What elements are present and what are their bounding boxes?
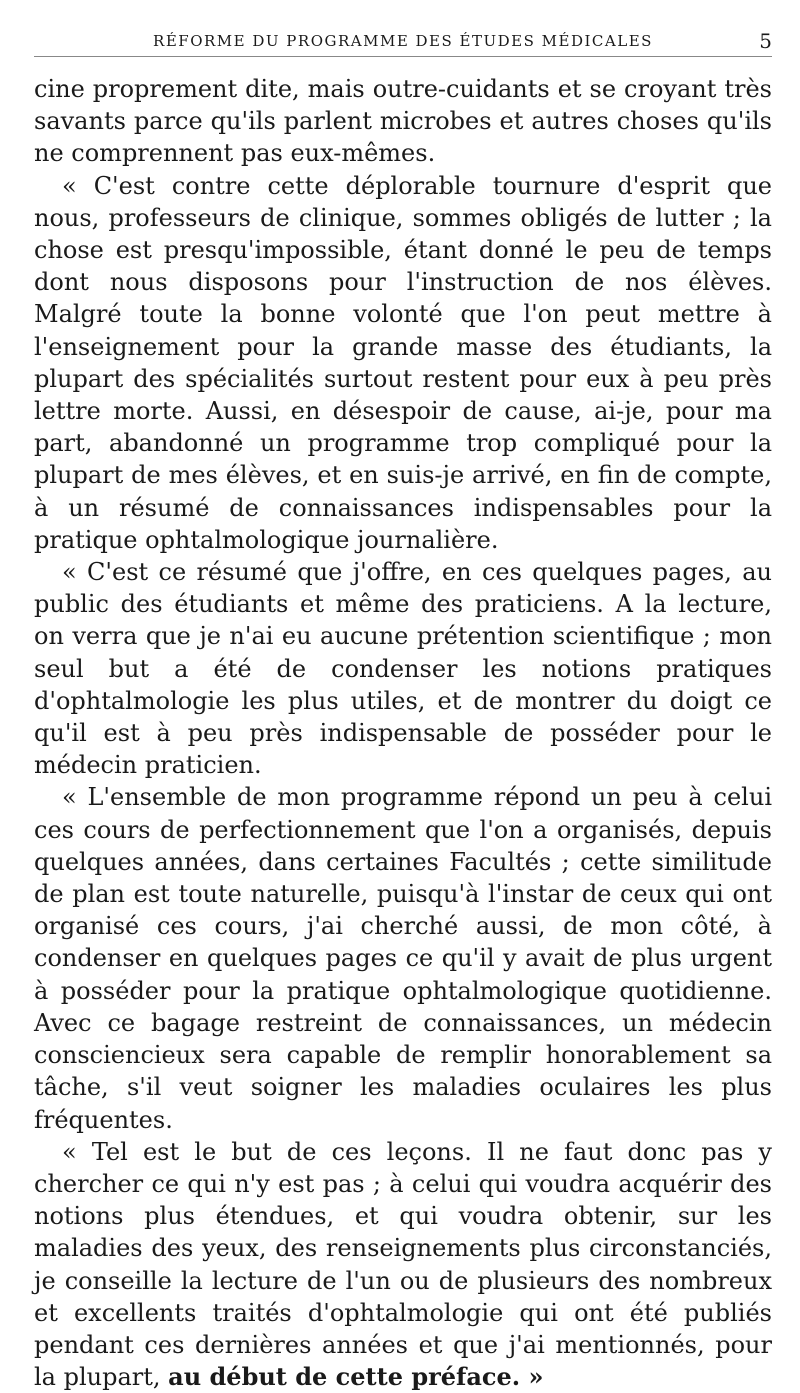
paragraph-text: « C'est contre cette déplorable tournure d'esprit que nous, professeurs de clinique, sommes obligés de lutter ; la chose est presqu'impossible, étant donné le peu de temps dont nous disposons pour l'instruction de nos élèves. Malgré toute la bonne volonté que l'on peut mettre à l'enseignement pour la grande masse des étudiants, la plupart des spécialités surtout restent pour eux à peu près lettre morte. Aussi, en désespoir de cause, ai-je, pour ma part, abandonné un programme trop compliqué pour la plupart de mes élèves, et en suis-je arrivé, en fin de compte, à un résumé de connaissances indispensables pour la pratique ophtalmologique journalière. [34,171,772,554]
body-text [34,73,772,1393]
paragraph-text: cine proprement dite, mais outre-cuidants et se croyant très savants parce qu'ils parlent microbes et autres choses qu'ils ne comprennent pas eux-mêmes. [34,75,772,168]
paragraph [34,170,772,556]
running-title: RÉFORME DU PROGRAMME DES ÉTUDES MÉDICALES [153,32,653,50]
paragraph [34,73,772,170]
paragraph [34,781,772,1135]
paragraph [34,556,772,781]
closing-line: au début de cette préface. » [168,1362,544,1392]
page-header [34,26,772,57]
paragraph-text: « Tel est le but de ces leçons. Il ne faut donc pas y chercher ce qui n'y est pas ; à celui qui voudra acquérir des notions plus étendues, et qui voudra obtenir, sur les maladies des yeux, des renseignements plus circonstanciés, je conseille la lecture de l'un ou de plusieurs des nombreux et excellents traités d'ophtalmologie qui ont été publiés pendant ces dernières années et que j'ai mentionnés, pour la plupart, [34,1137,772,1392]
page-number: 5 [759,29,772,53]
paragraph [34,1136,772,1393]
paragraph-text: « C'est ce résumé que j'offre, en ces quelques pages, au public des étudiants et même des praticiens. A la lecture, on verra que je n'ai eu aucune prétention scientifique ; mon seul but a été de condenser les notions pratiques d'ophtalmologie les plus utiles, et de montrer du doigt ce qu'il est à peu près indispensable de posséder pour le médecin praticien. [34,558,772,780]
paragraph-text: « L'ensemble de mon programme répond un peu à celui ces cours de perfectionnement que l'on a organisés, depuis quelques années, dans certaines Facultés ; cette similitude de plan est toute naturelle, puisqu'à l'instar de ceux qui ont organisé ces cours, j'ai cherché aussi, de mon côté, à condenser en quelques pages ce qu'il y avait de plus urgent à posséder pour la pratique ophtalmologique quotidienne. Avec ce bagage restreint de connaissances, un médecin consciencieux sera capable de remplir honorablement sa tâche, s'il veut soigner les maladies oculaires les plus fréquentes. [34,783,772,1134]
